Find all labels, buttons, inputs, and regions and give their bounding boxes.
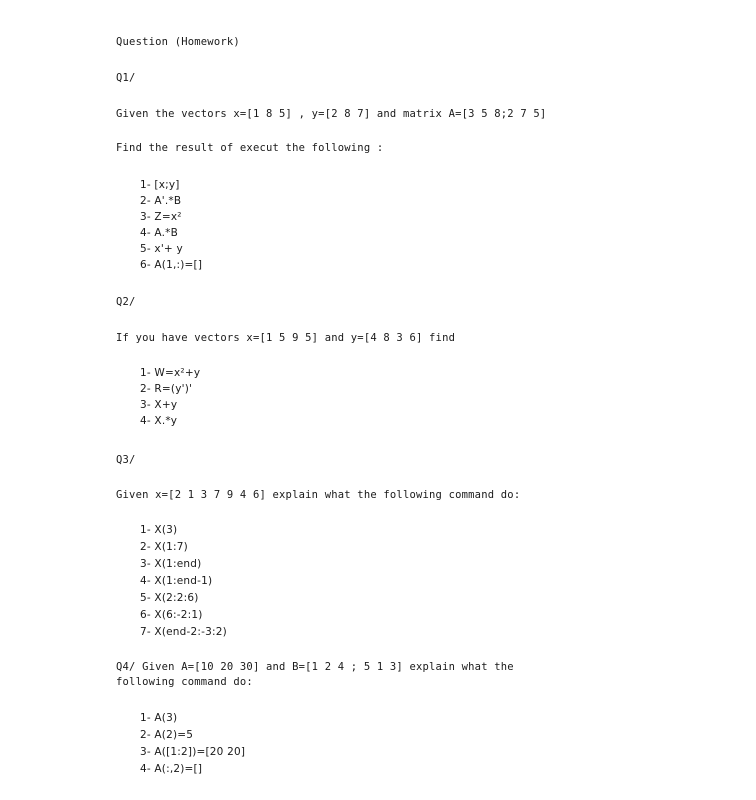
item-number: 5- (140, 243, 151, 255)
item-number: 6- (140, 259, 151, 271)
q1-item (140, 227, 178, 240)
item-text: A(1,:)=[] (154, 259, 203, 271)
item-number: 2- (140, 383, 151, 395)
item-text: A.*B (154, 227, 179, 239)
q1-item (140, 195, 181, 208)
item-text: A'.*B (154, 195, 182, 207)
q4-item (140, 746, 245, 759)
document-title: Question (Homework) (116, 36, 240, 48)
item-text: A(2)=5 (154, 729, 194, 741)
item-text: A(:,2)=[] (154, 763, 203, 775)
item-number: 4- (140, 415, 151, 427)
q3-item (140, 558, 201, 571)
item-number: 4- (140, 575, 151, 587)
q1-instruction: Find the result of execut the following : (116, 142, 384, 154)
item-number: 2- (140, 541, 151, 553)
q3-item (140, 609, 203, 622)
item-number: 5- (140, 592, 151, 604)
q4-item (140, 729, 193, 742)
q3-item (140, 626, 227, 639)
item-text: X+y (154, 399, 178, 411)
item-text: X(3) (154, 524, 178, 536)
item-text: W=x²+y (154, 367, 201, 379)
item-text: X(end-2:-3:2) (154, 626, 227, 638)
q1-item (140, 243, 183, 256)
q3-given: Given x=[2 1 3 7 9 4 6] explain what the following command do: (116, 489, 521, 501)
item-text: [x;y] (154, 179, 180, 191)
q3-item (140, 575, 212, 588)
q1-given: Given the vectors x=[1 8 5] , y=[2 8 7] and matrix A=[3 5 8;2 7 5] (116, 108, 547, 120)
item-text: A(3) (154, 712, 178, 724)
item-text: X(6:-2:1) (154, 609, 203, 621)
item-text: X(2:2:6) (154, 592, 199, 604)
q2-item (140, 367, 200, 380)
q3-item (140, 541, 188, 554)
q2-given: If you have vectors x=[1 5 9 5] and y=[4 8 3 6] find (116, 332, 456, 344)
q2-label: Q2/ (116, 296, 136, 308)
q4-item (140, 763, 202, 776)
q2-item (140, 415, 177, 428)
q3-item (140, 592, 199, 605)
item-number: 3- (140, 558, 151, 570)
q3-label: Q3/ (116, 454, 136, 466)
q1-item (140, 259, 202, 272)
item-text: X(1:end-1) (154, 575, 213, 587)
item-text: X(1:end) (154, 558, 202, 570)
item-text: x'+ y (154, 243, 183, 255)
q1-label: Q1/ (116, 72, 136, 84)
q4-item (140, 712, 177, 725)
item-number: 3- (140, 211, 151, 223)
item-text: X.*y (154, 415, 178, 427)
item-number: 1- (140, 524, 151, 536)
item-number: 3- (140, 399, 151, 411)
item-number: 1- (140, 712, 151, 724)
item-number: 2- (140, 729, 151, 741)
q4-given-line-2: following command do: (116, 676, 253, 688)
q4-given-line-1: Q4/ Given A=[10 20 30] and B=[1 2 4 ; 5 1 3] explain what the (116, 661, 514, 673)
item-number: 2- (140, 195, 151, 207)
item-text: Z=x² (154, 211, 182, 223)
item-number: 1- (140, 179, 151, 191)
item-number: 6- (140, 609, 151, 621)
item-number: 4- (140, 763, 151, 775)
item-number: 4- (140, 227, 151, 239)
item-number: 3- (140, 746, 151, 758)
q1-item (140, 211, 182, 224)
item-text: R=(y')' (154, 383, 193, 395)
q3-item (140, 524, 177, 537)
item-text: X(1:7) (154, 541, 188, 553)
q2-item (140, 383, 192, 396)
q1-item (140, 179, 180, 192)
q2-item (140, 399, 177, 412)
item-number: 1- (140, 367, 151, 379)
item-text: A([1:2])=[20 20] (154, 746, 246, 758)
item-number: 7- (140, 626, 151, 638)
